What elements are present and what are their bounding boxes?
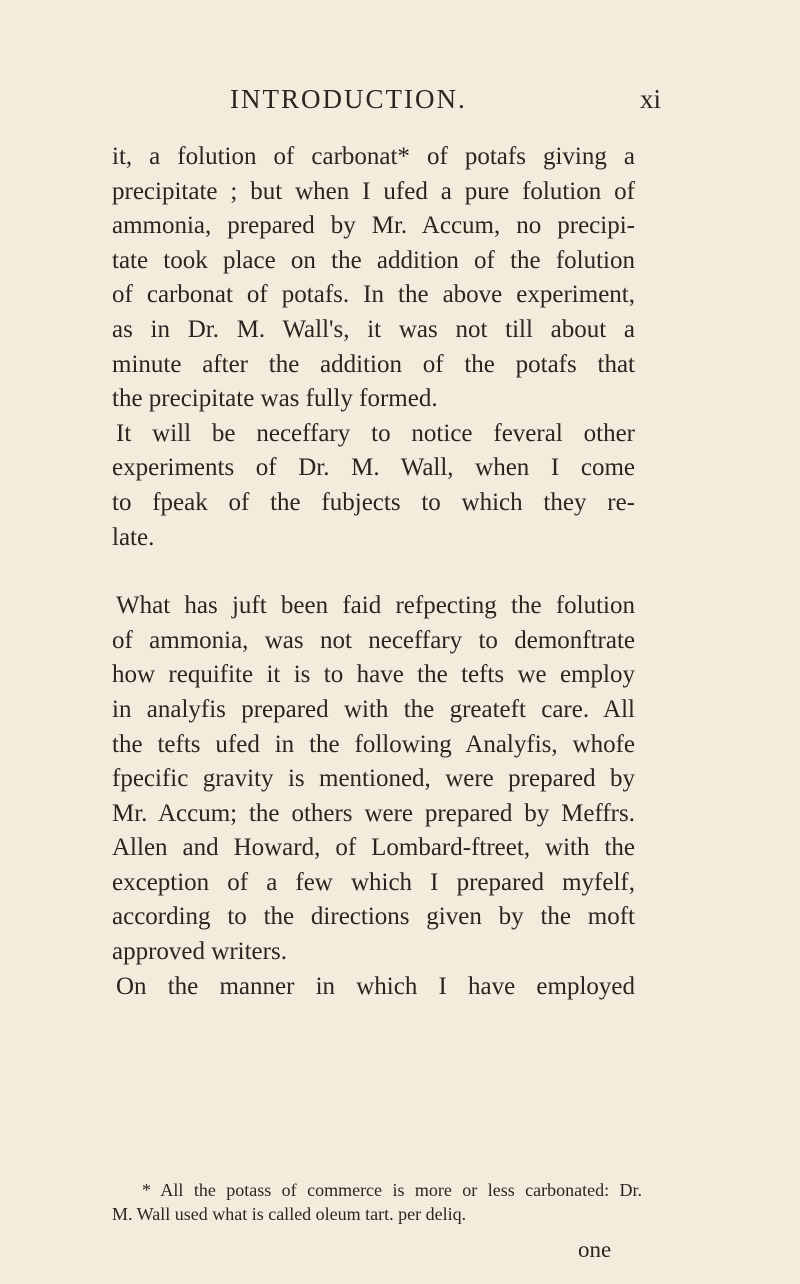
text-line: the precipitate was fully formed. <box>112 385 438 413</box>
text-line: to fpeak of the fubjects to which they re- <box>112 488 635 516</box>
paragraph-2 <box>112 417 635 555</box>
text-line: tate took place on the addition of the folution <box>112 246 635 274</box>
text-line: it, a folution of carbonat* of potafs giving a <box>112 143 635 170</box>
text-line: fpecific gravity is mentioned, were prepared by <box>112 765 635 793</box>
paragraph-1 <box>112 140 635 417</box>
text-line: the tefts ufed in the following Analyfis, whofe <box>112 730 635 758</box>
text-line: minute after the addition of the potafs that <box>112 350 635 378</box>
footnote-line: * All the potass of commerce is more or less carbonated: Dr. <box>142 1180 642 1200</box>
text-line: ammonia, prepared by Mr. Accum, no precipi- <box>112 212 635 240</box>
body-text <box>112 140 635 1004</box>
text-line: What has juft been faid refpecting the folution <box>116 592 635 620</box>
text-line: On the manner in which I have employed <box>116 972 635 1000</box>
text-line: experiments of Dr. M. Wall, when I come <box>112 454 635 482</box>
text-line: according to the directions given by the moft <box>112 903 635 931</box>
catchword: one <box>578 1237 612 1262</box>
text-line: approved writers. <box>112 938 287 966</box>
page-number: xi <box>640 84 662 114</box>
text-line: as in Dr. M. Wall's, it was not till about a <box>112 315 635 343</box>
footnote <box>112 1178 642 1226</box>
running-title: INTRODUCTION. <box>230 84 467 114</box>
text-line: Allen and Howard, of Lombard-ftreet, with the <box>112 834 635 862</box>
text-line: Mr. Accum; the others were prepared by Meffrs. <box>112 799 635 827</box>
text-line: how requifite it is to have the tefts we employ <box>112 661 635 689</box>
paragraph-3 <box>112 589 635 970</box>
paragraph-4 <box>112 970 635 1005</box>
text-line: exception of a few which I prepared myfelf, <box>112 868 635 896</box>
text-line: late. <box>112 523 155 551</box>
text-line: of ammonia, was not neceffary to demonftrate <box>112 626 635 654</box>
text-line: precipitate ; but when I ufed a pure folution of <box>112 177 635 205</box>
text-line: It will be neceffary to notice feveral other <box>116 419 635 447</box>
footnote-line: M. Wall used what is called oleum tart. per deliq. <box>112 1204 467 1224</box>
paragraph-gap <box>112 555 635 589</box>
text-line: in analyfis prepared with the greateft care. All <box>112 695 635 723</box>
text-line: of carbonat of potafs. In the above experiment, <box>112 281 635 309</box>
